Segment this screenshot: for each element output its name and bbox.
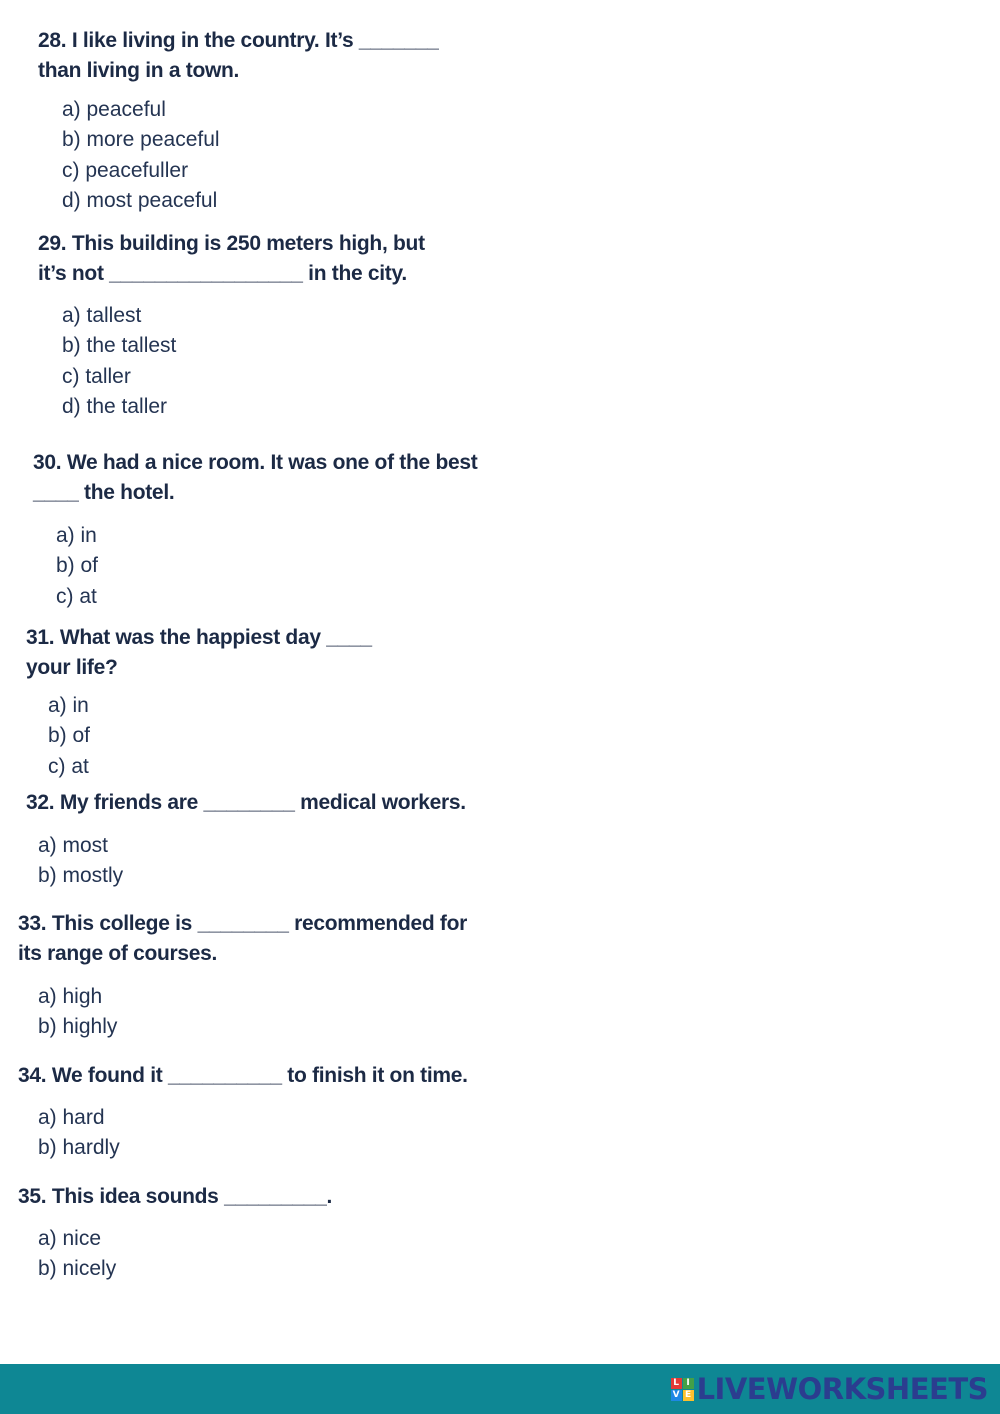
options-33	[38, 982, 117, 1043]
question-text: it’s not _________________ in the city.	[38, 262, 407, 285]
question-text: 29. This building is 250 meters high, but	[38, 232, 425, 255]
option-a[interactable]: a) hard	[38, 1106, 105, 1129]
options-35	[38, 1224, 116, 1285]
logo-tile-v: V	[671, 1390, 682, 1401]
options-31	[48, 691, 90, 782]
question-text: 31. What was the happiest day ____	[26, 626, 372, 649]
question-text: 28. I like living in the country. It’s _______	[38, 29, 439, 52]
option-b[interactable]: b) the tallest	[62, 334, 177, 358]
options-30	[56, 521, 98, 612]
options-29	[62, 301, 176, 422]
question-30	[33, 448, 477, 508]
option-c[interactable]: c) at	[56, 584, 97, 608]
question-32	[26, 788, 466, 818]
option-a[interactable]: a) nice	[38, 1227, 102, 1250]
option-b[interactable]: b) more peaceful	[62, 128, 220, 152]
question-text: 35. This idea sounds _________.	[18, 1185, 333, 1208]
option-b[interactable]: b) highly	[38, 1015, 118, 1039]
option-c[interactable]: c) at	[48, 754, 89, 778]
question-31	[26, 623, 372, 683]
question-34	[18, 1061, 468, 1091]
option-b[interactable]: b) of	[56, 554, 99, 578]
options-34	[38, 1103, 120, 1164]
question-28	[38, 26, 439, 86]
option-b[interactable]: b) nicely	[38, 1257, 117, 1281]
brand-name: LIVEWORKSHEETS	[696, 1372, 988, 1406]
question-text: than living in a town.	[38, 59, 240, 82]
option-a[interactable]: a) peaceful	[62, 98, 166, 121]
question-35	[18, 1182, 332, 1212]
logo-tile-l: L	[671, 1378, 682, 1389]
option-c[interactable]: c) peacefuller	[62, 158, 189, 182]
options-32	[38, 831, 123, 892]
option-b[interactable]: b) mostly	[38, 864, 124, 888]
question-text: your life?	[26, 656, 118, 679]
logo-tile-e: E	[683, 1390, 694, 1401]
option-a[interactable]: a) in	[48, 694, 89, 717]
question-text: 33. This college is ________ recommended for	[18, 912, 468, 935]
question-text: its range of courses.	[18, 942, 218, 965]
logo-icon	[671, 1378, 694, 1401]
option-b[interactable]: b) hardly	[38, 1136, 120, 1160]
brand-logo[interactable]	[671, 1372, 988, 1406]
option-a[interactable]: a) high	[38, 985, 103, 1008]
options-28	[62, 95, 220, 216]
question-text: 34. We found it __________ to finish it on time.	[18, 1064, 468, 1087]
option-d[interactable]: d) the taller	[62, 394, 168, 418]
question-text: ____ the hotel.	[33, 481, 175, 504]
option-b[interactable]: b) of	[48, 724, 91, 748]
question-text: 32. My friends are ________ medical workers.	[26, 791, 466, 814]
option-a[interactable]: a) most	[38, 834, 109, 857]
option-c[interactable]: c) taller	[62, 364, 131, 388]
question-text: 30. We had a nice room. It was one of the best	[33, 451, 478, 474]
option-a[interactable]: a) tallest	[62, 304, 142, 327]
question-29	[38, 229, 425, 289]
logo-tile-i: I	[683, 1378, 694, 1389]
option-d[interactable]: d) most peaceful	[62, 188, 218, 212]
question-33	[18, 909, 467, 969]
footer-bar	[0, 1364, 1000, 1414]
option-a[interactable]: a) in	[56, 524, 97, 547]
